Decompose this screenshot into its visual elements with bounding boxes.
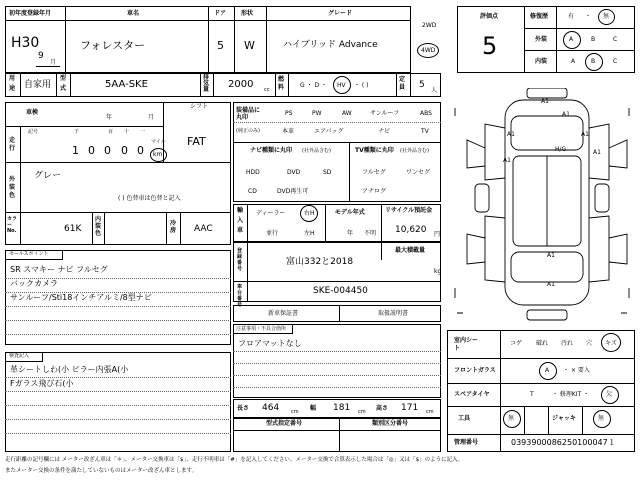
doors: 5 bbox=[217, 39, 224, 52]
length: 464 bbox=[262, 403, 280, 413]
spare-kit: ・ 修理KIT ・ bbox=[552, 391, 590, 398]
mgmt-no: 0393900086250100047１ bbox=[511, 438, 616, 447]
dealer: ディーラー bbox=[256, 210, 286, 217]
plate: 富山332と2018 bbox=[286, 257, 354, 267]
shape: W bbox=[244, 39, 255, 52]
color-no-label: カラーNo. bbox=[7, 216, 18, 234]
notes-label: 注意事項・不具合箇所 bbox=[236, 326, 287, 332]
model-label-2: 式 bbox=[60, 85, 67, 92]
repair-label: 修復歴 bbox=[530, 13, 549, 20]
exterior-color-label: 外装色 bbox=[9, 176, 16, 199]
shift-label: シフト bbox=[190, 103, 209, 110]
repair-yes: 有 bbox=[568, 13, 575, 20]
mileage-digit: 0 bbox=[121, 144, 128, 157]
length-label: 長さ bbox=[237, 405, 250, 412]
recycle-unit: 円 bbox=[434, 231, 441, 238]
mgmt-label: 管理番号 bbox=[454, 439, 479, 446]
usage: 自家用 bbox=[24, 80, 52, 90]
score-label: 評価点 bbox=[480, 13, 499, 20]
exterior-label: 外装 bbox=[535, 36, 548, 43]
shape-label: 形状 bbox=[241, 10, 254, 17]
tv-sublabel: (社外品含む) bbox=[400, 148, 429, 154]
car-name-label: 車名 bbox=[127, 10, 140, 17]
odo-col-3: 百 bbox=[108, 129, 114, 135]
grade-label: グレード bbox=[328, 10, 353, 17]
ac: AAC bbox=[194, 224, 213, 234]
damage-label: A1 bbox=[507, 131, 515, 138]
model-year-unknown: 不明 bbox=[364, 230, 377, 237]
seat-item: コゲ bbox=[510, 340, 523, 347]
navi-sublabel: (社外品含む) bbox=[302, 148, 331, 154]
tv-item: ワンセグ bbox=[406, 169, 431, 176]
type-cert-label: 型式指定番号 bbox=[266, 420, 303, 427]
mileage-unit-label: マイル bbox=[151, 139, 166, 145]
car-name: フォレスター bbox=[80, 39, 146, 52]
equip-item: PW bbox=[312, 110, 322, 117]
first-reg-label: 初年度登録年月 bbox=[9, 10, 52, 17]
shaken-year: 年 bbox=[106, 114, 113, 121]
sales-point-line: バックカメラ bbox=[10, 279, 58, 288]
drive-4wd: 4WD bbox=[421, 47, 436, 54]
navi-item: HDD bbox=[246, 169, 260, 176]
equip-item: エアバッグ bbox=[314, 128, 344, 135]
odo-col-4: 十 bbox=[124, 129, 130, 135]
jack-label: ジャッキ bbox=[552, 415, 576, 422]
parallel: 並行 bbox=[266, 230, 279, 237]
equip-item: PS bbox=[285, 110, 293, 117]
odo-col-2: 千 bbox=[74, 129, 80, 135]
disp-label: 排気量 bbox=[203, 74, 210, 93]
mileage-unit: km bbox=[153, 151, 163, 158]
shaken-month: 月 bbox=[148, 114, 155, 121]
car-diagram bbox=[447, 88, 637, 323]
seat-item: 汚れ bbox=[561, 340, 574, 347]
width-label: 幅 bbox=[310, 405, 317, 412]
color-change-note: ( ) 色替車は色替と記入 bbox=[118, 195, 181, 202]
manual-label: 取扱説明書 bbox=[378, 310, 409, 317]
mileage-digit: 0 bbox=[88, 144, 95, 157]
seats: 5 bbox=[419, 80, 425, 90]
inspector-label: 検査記入 bbox=[9, 353, 30, 359]
left-hand: 左H bbox=[304, 230, 315, 237]
notes: フロアマットなし bbox=[238, 339, 302, 348]
usage-label-1: 用 bbox=[9, 75, 16, 82]
shift: FAT bbox=[187, 135, 206, 148]
exterior-c: C bbox=[613, 36, 618, 43]
type-cert-panel bbox=[233, 418, 441, 452]
reg-month: 9 bbox=[38, 51, 44, 61]
length-unit: cm bbox=[291, 409, 299, 415]
damage-label: A1 bbox=[581, 131, 589, 138]
model-year-year: 年 bbox=[347, 230, 354, 237]
fuel-other: ・ ( ) bbox=[354, 82, 369, 89]
interior-color-label: 内装色 bbox=[95, 216, 102, 238]
interior-label: 内装 bbox=[535, 58, 548, 65]
max-load-unit: kg bbox=[434, 268, 442, 275]
repair-no: 無 bbox=[603, 13, 610, 20]
model-label-1: 型 bbox=[60, 75, 67, 82]
spare-selected: 欠 bbox=[606, 391, 613, 398]
seats-label: 定員 bbox=[399, 76, 406, 91]
damage-label: H/G bbox=[555, 146, 567, 153]
import-label: 輸 bbox=[237, 207, 244, 214]
plate-label: 登録番号 bbox=[237, 248, 243, 272]
warranty-label: 新車保証書 bbox=[268, 310, 299, 317]
footer-line-2: またメーター交換の条件を満たしていないものはメーター改ざん車とします。 bbox=[5, 468, 198, 474]
inspector-line: Fガラス飛び石(小 bbox=[10, 379, 74, 388]
doors-label: ドア bbox=[214, 10, 226, 17]
damage-label: A1 bbox=[547, 281, 555, 288]
height-label: 高さ bbox=[376, 405, 389, 412]
max-load-label: 最大積載量 bbox=[395, 247, 426, 254]
category-label: 類別区分番号 bbox=[372, 420, 409, 427]
jack-selected: 無 bbox=[598, 415, 605, 422]
tools-selected: 無 bbox=[508, 415, 515, 422]
interior-a: A bbox=[571, 58, 576, 65]
damage-label: A1 bbox=[541, 98, 549, 105]
shaken-label: 車検 bbox=[26, 109, 39, 116]
navi-item: DVD bbox=[287, 169, 301, 176]
fuel-selected: HV bbox=[337, 82, 346, 89]
window-x: ・ × 要入 bbox=[563, 367, 590, 374]
usage-label-2: 途 bbox=[9, 85, 16, 92]
sales-points-label: セールスポイント bbox=[9, 251, 49, 257]
interior-c: C bbox=[613, 58, 618, 65]
seats-unit: 人 bbox=[431, 87, 438, 94]
sales-point-line: サンルーフ/Sti18インチアルミ/8型ナビ bbox=[10, 293, 152, 302]
equip-item: TV bbox=[421, 128, 429, 135]
spare-label: スペアタイヤ bbox=[454, 391, 490, 398]
displacement: 2000 bbox=[228, 79, 254, 90]
odo-col-5: 一 bbox=[140, 129, 146, 135]
score: 5 bbox=[482, 32, 498, 60]
import-label: 車 bbox=[237, 227, 244, 234]
height-unit: cm bbox=[426, 409, 434, 415]
exterior-color: グレー bbox=[34, 171, 62, 181]
import-label: 入 bbox=[237, 217, 244, 224]
odo-col-1: 記号 bbox=[28, 129, 39, 135]
mileage-label: 走行 bbox=[9, 137, 16, 152]
chassis-label: 車台番号 bbox=[237, 284, 243, 308]
reg-year: H30 bbox=[11, 35, 40, 51]
grade: ハイブリッド Advance bbox=[283, 40, 378, 50]
right-hand: 右H bbox=[304, 210, 315, 217]
recycle-amount: 10,620 bbox=[395, 225, 427, 235]
drive-2wd: 2WD bbox=[422, 22, 437, 29]
footer-line-1: 走行距離の記号欄には メーター改ざん車は「＊」、メーター交換車は「$」、走行不明車は「#」を記入してください。メーター交換で合算表示した場合は「◎」又は「$」のように記入。 bbox=[5, 457, 464, 463]
navi-item: SD bbox=[323, 169, 332, 176]
exterior-b: B bbox=[591, 36, 596, 43]
equip-item: ナビ bbox=[378, 128, 391, 135]
navi-item: DVD再生可 bbox=[277, 188, 309, 195]
window-label: フロントガラス bbox=[454, 367, 496, 374]
interior-b: B bbox=[591, 58, 596, 65]
damage-label: A1 bbox=[503, 157, 511, 164]
tv-item: アナログ bbox=[362, 188, 387, 195]
disp-unit: cc bbox=[264, 87, 270, 93]
seat-selected: キズ bbox=[605, 340, 617, 347]
seat-item: 破れ bbox=[536, 340, 549, 347]
warranty-panel bbox=[233, 305, 441, 322]
mileage-digit: 0 bbox=[137, 144, 144, 157]
model-year-label: モデル年式 bbox=[335, 209, 365, 216]
spare-t: T bbox=[530, 391, 534, 398]
equip-item: ABS bbox=[420, 110, 432, 117]
mileage-digit: 1 bbox=[72, 144, 79, 157]
inspector-line: 革シートしわ(小 ピラー内張A(小 bbox=[10, 365, 129, 374]
exterior-a: A bbox=[569, 36, 574, 43]
tools-label: 工具 bbox=[458, 415, 471, 422]
equip-item: 本革 bbox=[282, 128, 295, 135]
recycle-label: リサイクル預託金 bbox=[385, 207, 433, 214]
mileage-digit: 0 bbox=[104, 144, 111, 157]
damage-label: A1 bbox=[593, 149, 601, 156]
equip-item: サンルーフ bbox=[370, 110, 400, 117]
tv-item: フルセグ bbox=[362, 169, 386, 176]
sales-point-line: SR スマキー ナビ フルセグ bbox=[10, 265, 108, 274]
fuel-label: 燃料 bbox=[278, 76, 285, 91]
seat-item: 穴 bbox=[586, 340, 593, 347]
width-unit: cm bbox=[358, 409, 366, 415]
color-no: 61K bbox=[64, 224, 82, 234]
equipment-label: 装備品に丸印 bbox=[236, 107, 261, 122]
damage-label: A1 bbox=[547, 252, 555, 259]
reg-month-unit: 月 bbox=[50, 59, 57, 66]
damage-label: A1 bbox=[562, 111, 570, 118]
tv-label: TV種類に丸印 bbox=[355, 147, 394, 154]
seat-label: 室内シート bbox=[454, 337, 479, 353]
chassis: SKE-004450 bbox=[313, 286, 368, 296]
height: 171 bbox=[401, 403, 419, 413]
width: 181 bbox=[333, 403, 351, 413]
fuel-options: G ・ D ・ bbox=[300, 82, 327, 89]
equipment-sublabel: (純正のみ) bbox=[236, 128, 260, 134]
equip-item: AW bbox=[342, 110, 352, 117]
navi-label: ナビ種類に丸印 bbox=[250, 147, 293, 154]
ac-label: 冷房 bbox=[170, 220, 177, 235]
window-a: A bbox=[545, 367, 550, 374]
model-code: 5AA-SKE bbox=[105, 79, 148, 90]
navi-item: CD bbox=[248, 188, 257, 195]
